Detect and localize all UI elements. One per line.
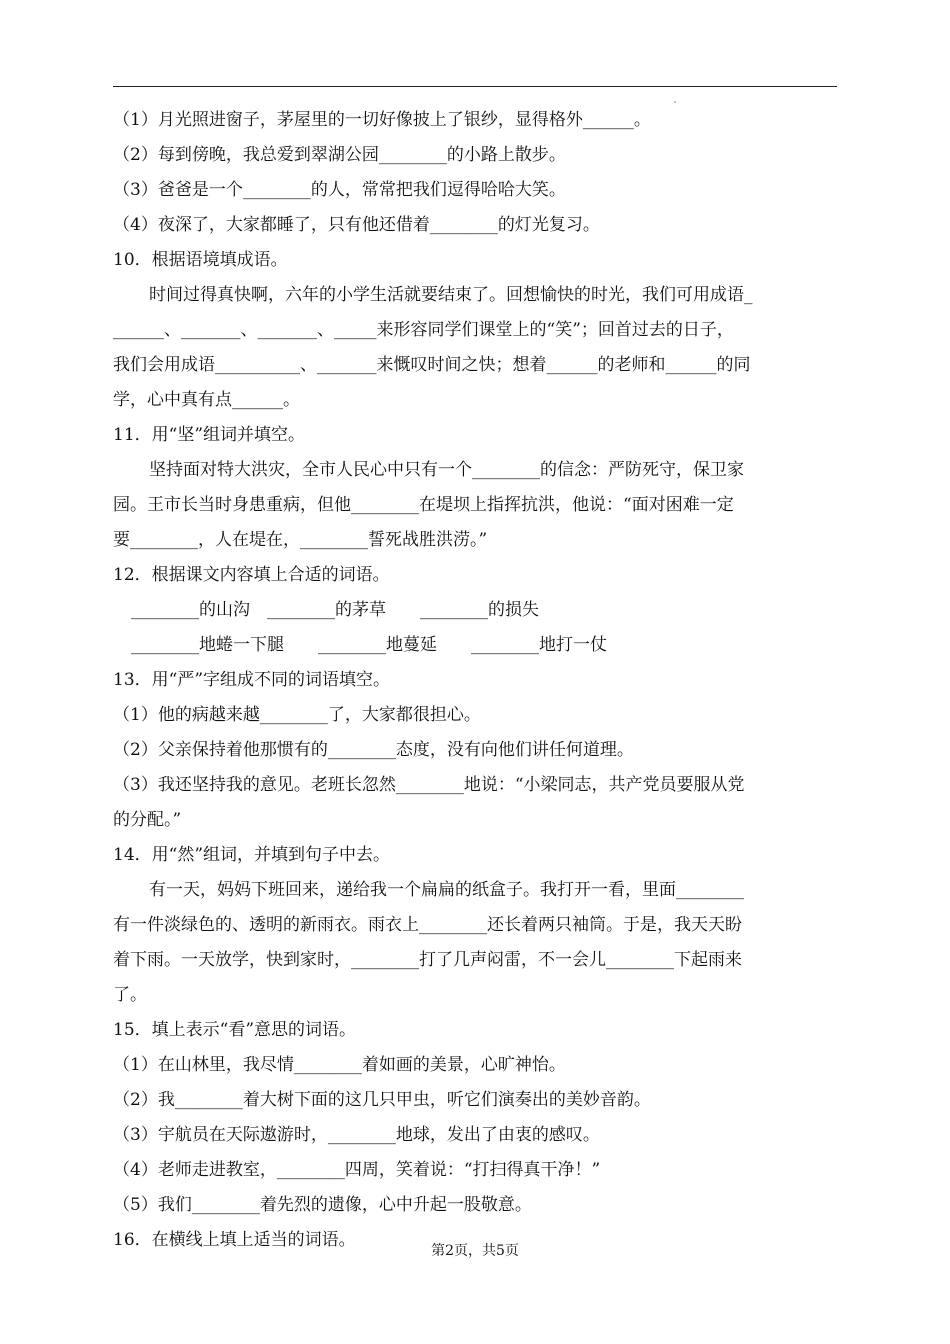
q9-item-3: （3）爸爸是一个________的人，常常把我们逗得哈哈大笑。 <box>113 180 566 200</box>
q10-paragraph-line: ______、_______、_______、_____来形容同学们课堂上的“笑”；回首过去的日子， <box>113 320 734 340</box>
q14-paragraph-line: 着下雨。一天放学，快到家时，________打了几声闷雷，不一会儿________下起雨来 <box>113 950 742 970</box>
q9-item-1: （1）月光照进窗子，茅屋里的一切好像披上了银纱，显得格外______。 <box>113 110 651 130</box>
page-number: 第2页，共5页 <box>431 1243 519 1259</box>
q15-item-1: （1）在山林里，我尽情________着如画的美景，心旷神怡。 <box>113 1055 566 1075</box>
q14-paragraph-line: 有一件淡绿色的、透明的新雨衣。雨衣上________还长着两只袖筒。于是，我天天盼 <box>113 915 742 935</box>
q12-row-1: ________的山沟 ________的茅草 ________的损失 <box>131 600 539 620</box>
q14-heading: 14．用“然”组词，并填到句子中去。 <box>113 845 391 865</box>
q13-item-1: （1）他的病越来越________了，大家都很担心。 <box>113 705 481 725</box>
q14-paragraph-line: 了。 <box>113 985 147 1005</box>
q9-item-4: （4）夜深了，大家都睡了，只有他还借着________的灯光复习。 <box>113 215 600 235</box>
q10-paragraph-line: 学，心中真有点______。 <box>113 390 300 410</box>
q12-heading: 12．根据课文内容填上合适的词语。 <box>113 565 390 585</box>
q15-item-4: （4）老师走进教室，________四周，笑着说：“打扫得真干净！” <box>113 1160 601 1180</box>
q13-heading: 13．用“严”字组成不同的词语填空。 <box>113 670 391 690</box>
q11-paragraph-line: 园。王市长当时身患重病，但他________在堤坝上指挥抗洪，他说：“面对困难一定 <box>113 495 734 515</box>
q13-item-3-cont: 的分配。” <box>113 810 182 830</box>
q14-paragraph-line: 有一天，妈妈下班回来，递给我一个扁扁的纸盒子。我打开一看，里面________ <box>149 880 744 900</box>
q15-heading: 15．填上表示“看”意思的词语。 <box>113 1020 357 1040</box>
q13-item-3: （3）我还坚持我的意见。老班长忽然________地说：“小梁同志，共产党员要服从党 <box>113 775 745 795</box>
q10-heading: 10．根据语境填成语。 <box>113 250 288 270</box>
q11-paragraph-line: 要________，人在堤在，________誓死战胜洪涝。” <box>113 530 488 550</box>
q15-item-5: （5）我们________着先烈的遗像，心中升起一股敬意。 <box>113 1195 532 1215</box>
q9-item-2: （2）每到傍晚，我总爱到翠湖公园________的小路上散步。 <box>113 145 566 165</box>
q11-heading: 11．用“坚”组词并填空。 <box>113 425 306 445</box>
header-rule <box>113 86 837 87</box>
q11-paragraph-line: 坚持面对特大洪灾，全市人民心中只有一个________的信念：严防死守，保卫家 <box>149 460 744 480</box>
q15-item-3: （3）宇航员在天际遨游时，________地球，发出了由衷的感叹。 <box>113 1125 600 1145</box>
q12-row-2: ________地蜷一下腿 ________地蔓延 ________地打一仗 <box>131 635 607 655</box>
q10-paragraph-line: 时间过得真快啊，六年的小学生活就要结束了。回想愉快的时光，我们可用成语_ <box>149 285 753 305</box>
q13-item-2: （2）父亲保持着他那惯有的________态度，没有向他们讲任何道理。 <box>113 740 634 760</box>
q15-item-2: （2）我________着大树下面的这几只甲虫，听它们演奏出的美妙音韵。 <box>113 1090 651 1110</box>
page-body <box>113 103 837 1258</box>
q16-heading: 16．在横线上填上适当的词语。 <box>113 1230 356 1250</box>
q10-paragraph-line: 我们会用成语__________、_______来慨叹时间之快；想着______的老师和______的同 <box>113 355 751 375</box>
